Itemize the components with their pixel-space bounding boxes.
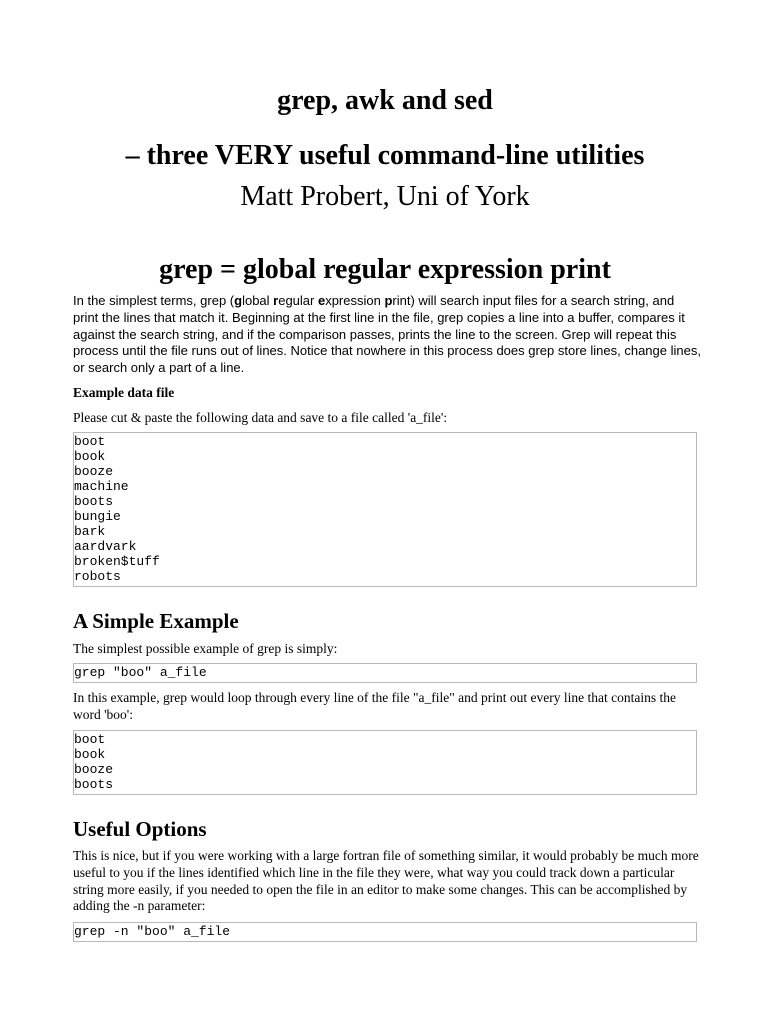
code-line: aardvark bbox=[74, 539, 137, 554]
code-line: bungie bbox=[74, 509, 121, 524]
code-line: book bbox=[74, 449, 106, 464]
example-data-instruction: Please cut & paste the following data and save to a file called 'a_file': bbox=[73, 410, 448, 425]
section-heading-useful-options: Useful Options bbox=[73, 817, 207, 841]
simple-example-intro: The simplest possible example of grep is simply: bbox=[73, 641, 338, 656]
useful-options-paragraph: This is nice, but if you were working with a large fortran file of something similar, it would probably be much more useful to you if the lines identified which line in the file they were, what way you could track down a particular string more easily, if you needed to open the file in an editor to make some changes. This can be accomplished by adding the -n parameter: bbox=[73, 848, 699, 914]
document-author: Matt Probert, Uni of York bbox=[240, 181, 530, 212]
data-file-code-block bbox=[73, 432, 697, 587]
grep-intro-paragraph: In the simplest terms, grep (global regular expression print) will search input files for a search string, and print the lines that match it. Beginning at the first line in the file, grep copies a line into a buffer, compares it against the search string, and if the comparison passes, prints the line to the screen. Grep will repeat this process until the file runs out of lines. Notice that nowhere in this process does grep store lines, change lines, or search only a part of a line. bbox=[73, 293, 701, 376]
code-line: broken$tuff bbox=[74, 554, 160, 569]
code-line: boots bbox=[74, 494, 114, 509]
code-line: grep -n "boo" a_file bbox=[74, 924, 231, 939]
code-line: boot bbox=[74, 434, 106, 449]
document-subtitle: – three VERY useful command-line utilities bbox=[125, 140, 645, 171]
simple-command-code-block bbox=[73, 663, 697, 683]
code-line: booze bbox=[74, 464, 114, 479]
code-line: boots bbox=[74, 777, 114, 792]
code-line: machine bbox=[74, 479, 129, 494]
code-line: bark bbox=[74, 524, 106, 539]
simple-example-explanation: In this example, grep would loop through every line of the file "a_file" and print out every line that contains the word 'boo': bbox=[73, 690, 676, 722]
example-data-heading: Example data file bbox=[73, 385, 175, 400]
code-line: robots bbox=[74, 569, 121, 584]
section-heading-simple-example: A Simple Example bbox=[73, 609, 239, 633]
grep-n-command-code-block bbox=[73, 922, 697, 942]
code-line: booze bbox=[74, 762, 114, 777]
document-title: grep, awk and sed bbox=[277, 85, 493, 116]
section-heading-grep: grep = global regular expression print bbox=[159, 254, 611, 285]
code-line: boot bbox=[74, 732, 106, 747]
grep-output-code-block bbox=[73, 730, 697, 795]
code-line: book bbox=[74, 747, 106, 762]
code-line: grep "boo" a_file bbox=[74, 665, 207, 680]
